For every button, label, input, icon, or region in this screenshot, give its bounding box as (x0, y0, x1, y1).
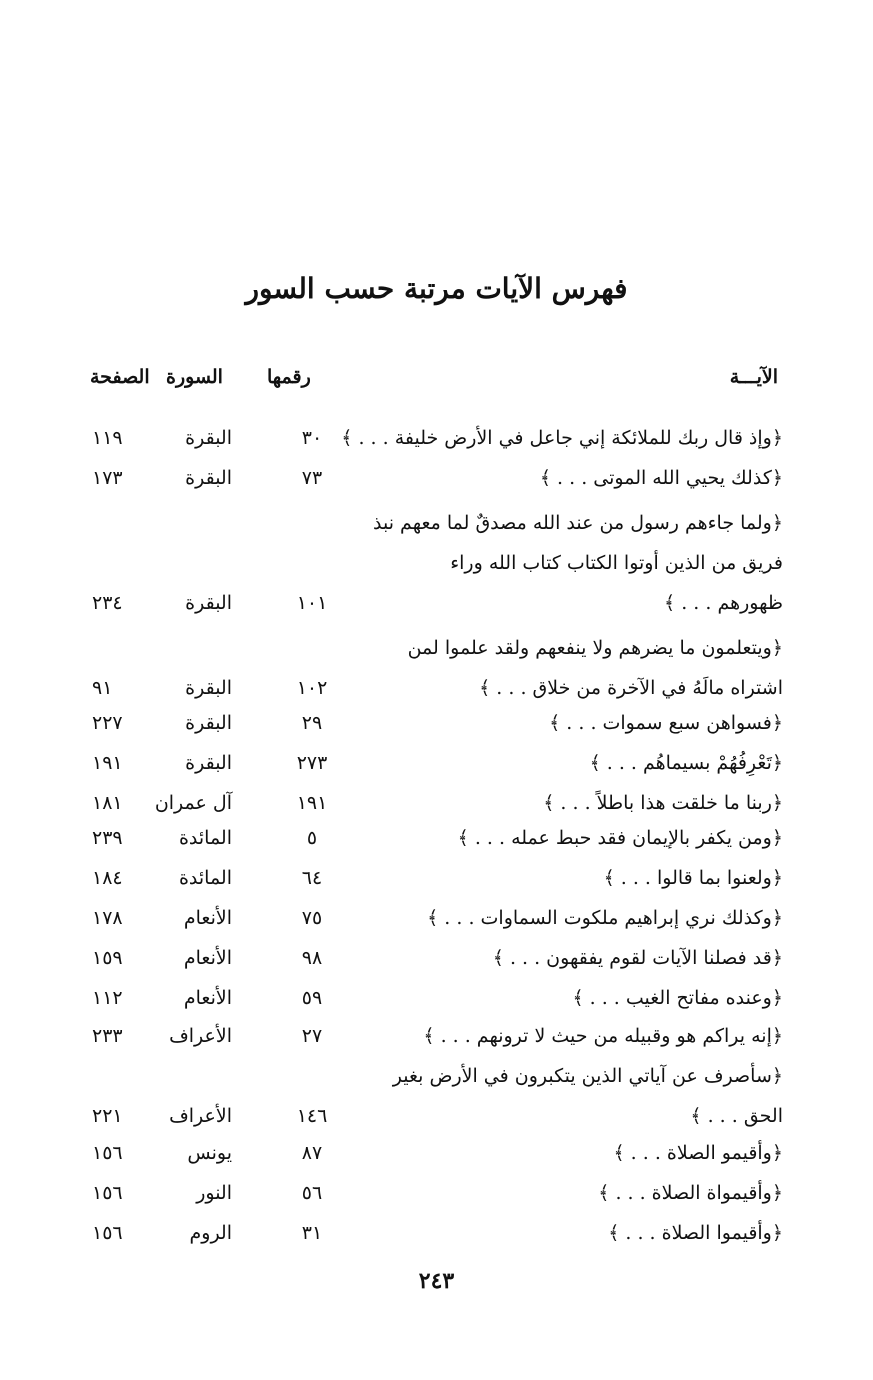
table-row (0, 1018, 873, 1054)
aya-text: ﴿كذلك يحيي الله الموتى . . . ﴾ (539, 467, 783, 489)
sura-name: يونس (187, 1142, 232, 1164)
sura-name: البقرة (185, 677, 232, 699)
page-ref: ٢٣٩ (92, 827, 123, 849)
sura-name: البقرة (185, 427, 232, 449)
aya-number: ٣١ (301, 1222, 323, 1244)
sura-name: الأنعام (183, 987, 232, 1009)
table-row (0, 585, 873, 621)
aya-text: ظهورهم . . . ﴾ (664, 592, 783, 614)
sura-name: النور (196, 1182, 232, 1204)
table-row (0, 1098, 873, 1134)
table-row (0, 1135, 873, 1171)
aya-text: ﴿وأقيمو الصلاة . . . ﴾ (613, 1142, 783, 1164)
page-ref: ١٥٦ (92, 1222, 123, 1244)
table-row (0, 505, 873, 541)
aya-number: ٧٣ (301, 467, 323, 489)
aya-text: ﴿وإذ قال ربك للملائكة إني جاعل في الأرض خليفة . . . ﴾ (341, 427, 783, 449)
page-ref: ١٧٣ (92, 467, 123, 489)
column-header-sura: السورة (166, 366, 223, 388)
aya-number: ٢٩ (301, 712, 323, 734)
aya-text: اشتراه مالَهُ في الآخرة من خلاق . . . ﴾ (479, 677, 783, 699)
sura-name: آل عمران (154, 792, 232, 814)
aya-text: ﴿وعنده مفاتح الغيب . . . ﴾ (572, 987, 783, 1009)
table-row (0, 1175, 873, 1211)
aya-number: ٥٦ (301, 1182, 323, 1204)
aya-text: ﴿وكذلك نري إبراهيم ملكوت السماوات . . . ﴾ (427, 907, 783, 929)
table-row (0, 860, 873, 896)
table-row (0, 420, 873, 456)
table-row (0, 1215, 873, 1251)
aya-number: ٧٥ (301, 907, 323, 929)
sura-name: المائدة (178, 827, 232, 849)
sura-name: الأعراف (169, 1105, 232, 1127)
aya-text: ﴿إنه يراكم هو وقبيله من حيث لا ترونهم . . . ﴾ (423, 1025, 783, 1047)
page-ref: ١٥٦ (92, 1182, 123, 1204)
page-ref: ١١٩ (92, 427, 123, 449)
page-ref: ٢٣٣ (92, 1025, 123, 1047)
table-row (0, 900, 873, 936)
table-row (0, 545, 873, 581)
page-ref: ٩١ (92, 677, 113, 699)
aya-number: ٢٧ (301, 1025, 323, 1047)
column-header-page: الصفحة (90, 366, 150, 388)
page-ref: ١٥٦ (92, 1142, 123, 1164)
aya-number: ٢٧٣ (296, 752, 328, 774)
sura-name: المائدة (178, 867, 232, 889)
aya-text: ﴿ولما جاءهم رسول من عند الله مصدقٌ لما معهم نبذ (373, 512, 783, 534)
table-row (0, 820, 873, 856)
aya-text: ﴿قد فصلنا الآيات لقوم يفقهون . . . ﴾ (492, 947, 783, 969)
aya-text: فريق من الذين أوتوا الكتاب كتاب الله وراء (450, 552, 783, 574)
table-row (0, 705, 873, 741)
page-ref: ٢٢١ (92, 1105, 123, 1127)
table-row (0, 670, 873, 706)
page-ref: ١٩١ (92, 752, 123, 774)
page-ref: ٢٣٤ (92, 592, 123, 614)
aya-text: ﴿ويتعلمون ما يضرهم ولا ينفعهم ولقد علموا لمن (407, 637, 783, 659)
aya-text: ﴿وأقيموا الصلاة . . . ﴾ (608, 1222, 783, 1244)
sura-name: الأنعام (183, 947, 232, 969)
column-header-aya: الآيـــة (729, 366, 778, 388)
aya-number: ٦٤ (301, 867, 323, 889)
page-number: ٢٤٣ (418, 1268, 455, 1294)
sura-name: البقرة (185, 467, 232, 489)
aya-number: ١٩١ (296, 792, 328, 814)
page-ref: ١١٢ (92, 987, 123, 1009)
aya-number: ١٠٢ (296, 677, 328, 699)
aya-number: ٩٨ (301, 947, 323, 969)
sura-name: الأنعام (183, 907, 232, 929)
aya-text: ﴿سأصرف عن آياتي الذين يتكبرون في الأرض بغير (392, 1065, 783, 1087)
aya-text: ﴿ربنا ما خلقت هذا باطلاً . . . ﴾ (543, 792, 783, 814)
table-row (0, 1058, 873, 1094)
aya-number: ١٤٦ (296, 1105, 328, 1127)
table-row (0, 940, 873, 976)
table-row (0, 745, 873, 781)
aya-text: ﴿ومن يكفر بالإيمان فقد حبط عمله . . . ﴾ (457, 827, 783, 849)
aya-number: ١٠١ (296, 592, 328, 614)
aya-number: ٥ (306, 827, 318, 849)
sura-name: الأعراف (169, 1025, 232, 1047)
page-title: فهرس الآيات مرتبة حسب السور (245, 272, 628, 305)
column-header-number: رقمها (267, 366, 311, 388)
aya-text: ﴿تَعْرِفُهُمْ بسيماهُم . . . ﴾ (589, 752, 783, 774)
page-ref: ٢٢٧ (92, 712, 123, 734)
aya-text: ﴿وأقيمواة الصلاة . . . ﴾ (598, 1182, 783, 1204)
page-ref: ١٧٨ (92, 907, 123, 929)
page-ref: ١٥٩ (92, 947, 123, 969)
table-row (0, 980, 873, 1016)
table-row (0, 785, 873, 821)
page-ref: ١٨١ (92, 792, 123, 814)
table-row (0, 630, 873, 666)
table-row (0, 460, 873, 496)
aya-text: ﴿فسواهن سبع سموات . . . ﴾ (549, 712, 783, 734)
aya-number: ٥٩ (301, 987, 323, 1009)
sura-name: البقرة (185, 752, 232, 774)
sura-name: البقرة (185, 592, 232, 614)
aya-number: ٨٧ (301, 1142, 323, 1164)
page-ref: ١٨٤ (92, 867, 123, 889)
aya-text: ﴿ولعنوا بما قالوا . . . ﴾ (603, 867, 783, 889)
aya-number: ٣٠ (301, 427, 323, 449)
sura-name: الروم (189, 1222, 232, 1244)
sura-name: البقرة (185, 712, 232, 734)
aya-text: الحق . . . ﴾ (690, 1105, 783, 1127)
